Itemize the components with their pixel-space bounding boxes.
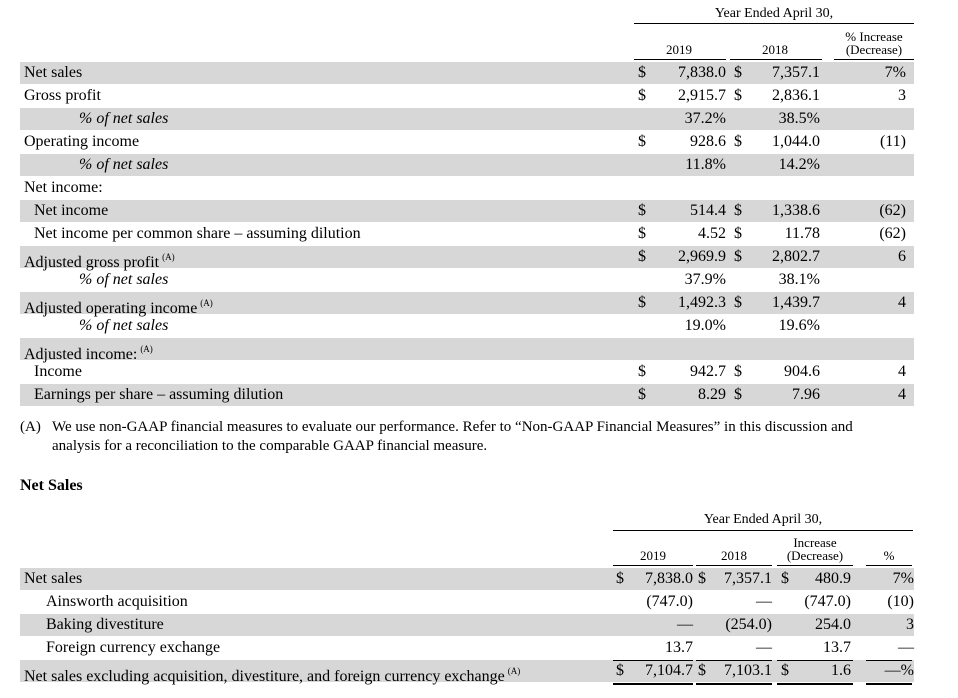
value-pct-change: 6 [898,248,906,265]
table-row [20,246,914,271]
value-pct-change: 3 [898,87,906,104]
table-row [20,62,914,84]
header-pct-line1: % Increase [845,29,903,44]
dollar-sign-2018: $ [734,294,742,311]
dollar-sign-2018: $ [698,570,706,587]
t2-header-inc-line1: Increase [793,535,837,550]
value-2019: 37.9% [684,271,726,288]
value-2019: 942.7 [690,363,726,380]
value-2018: — [756,593,772,610]
dollar-sign-2018: $ [698,662,706,679]
dollar-sign-2019: $ [638,363,646,380]
value-change: 1.6 [831,662,851,679]
table-row [20,568,914,590]
footnote-ref: (A) [162,252,175,262]
value-2018: 7,357.1 [724,570,772,587]
table-row [20,200,914,222]
value-2018: 38.1% [778,271,820,288]
dollar-sign-2018: $ [734,202,742,219]
value-pct: 3 [906,616,914,633]
row-label [24,660,520,688]
value-2019: 928.6 [690,133,726,150]
table-row [20,108,914,130]
header-2018: 2018 [762,42,788,57]
row-label [79,154,168,176]
row-label-text: Adjusted income: [24,346,138,363]
row-label [34,361,82,383]
row-label [79,315,168,337]
t2-total-rule-2018 [696,683,772,685]
value-pct-change: 4 [898,363,906,380]
value-2018: — [756,639,772,656]
value-2019: 19.0% [684,317,726,334]
value-2018: (254.0) [725,616,772,633]
value-2019: 7,838.0 [678,64,726,81]
row-label-text: Net sales [24,64,83,81]
t2-subtotal-rule-2019 [613,660,693,661]
value-2019: 4.52 [698,225,726,242]
row-label [24,177,103,199]
header-year-ended: Year Ended April 30, [714,6,834,21]
value-2018: 904.6 [784,363,820,380]
value-pct-change: 4 [898,294,906,311]
value-2019: 2,915.7 [678,87,726,104]
table-row [20,269,914,291]
dollar-sign-2019: $ [638,225,646,242]
footnote-ref: (A) [200,298,213,308]
header-2019: 2019 [666,42,692,57]
value-2019: 13.7 [665,639,693,656]
table-row [20,292,914,317]
header-pct-line2: (Decrease) [845,42,903,57]
value-pct-change: 7% [884,64,906,81]
table-row [20,591,914,613]
value-2018: 2,836.1 [772,87,820,104]
value-pct: 7% [892,570,914,587]
row-label-text: % of net sales [79,271,169,288]
value-pct-change: (62) [879,225,906,242]
table-row [20,315,914,337]
row-label [46,614,164,636]
t2-total-rule-2019 [613,683,693,685]
dollar-sign-2019: $ [638,386,646,403]
value-2018: 38.5% [778,110,820,127]
table-row [20,361,914,383]
table-row [20,660,914,685]
dollar-sign-2019: $ [638,64,646,81]
t2-header-year-ended: Year Ended April 30, [703,512,823,527]
t2-col-rule-2019 [613,565,693,566]
row-label [24,85,101,107]
dollar-sign-change: $ [781,570,789,587]
row-label [46,591,188,613]
dollar-sign-2018: $ [734,248,742,265]
row-label [46,637,220,659]
header-col-rule-2018 [730,59,822,60]
value-pct: —% [884,662,914,679]
dollar-sign-2019: $ [638,248,646,265]
dollar-sign-2018: $ [734,64,742,81]
value-change: (747.0) [804,593,851,610]
value-2019: 1,492.3 [678,294,726,311]
value-2018: 7,357.1 [772,64,820,81]
row-label-text: Earnings per share – assuming dilution [34,386,284,403]
dollar-sign-2018: $ [734,87,742,104]
value-2018: 7,103.1 [724,662,772,679]
value-2019: 514.4 [690,202,726,219]
value-2019: 7,838.0 [645,570,693,587]
row-label [34,384,283,406]
t2-subtotal-rule-pct [866,660,912,661]
table-row [20,223,914,245]
header-col-rule-2019 [634,59,726,60]
row-label-text: Operating income [24,133,140,150]
footnote-line1: We use non-GAAP financial measures to evaluate our performance. Refer to “Non-GAAP Financial Measures” in this discussion and [52,419,853,435]
row-label-text: % of net sales [79,156,169,173]
row-label-text: % of net sales [79,110,169,127]
dollar-sign-2018: $ [734,225,742,242]
value-2018: 11.78 [784,225,820,242]
value-change: 254.0 [815,616,851,633]
row-label [79,108,168,130]
dollar-sign-2019: $ [616,662,624,679]
table-row [20,131,914,153]
table-row [20,384,914,406]
row-label [24,568,82,590]
dollar-sign-2019: $ [638,87,646,104]
row-label-text: Net sales excluding acquisition, divestiture, and foreign currency exchange [24,668,505,685]
section-title: Net Sales [20,477,83,494]
value-pct: — [898,639,914,656]
row-label-text: Net income: [24,179,103,196]
row-label [34,200,108,222]
value-2019: 8.29 [698,386,726,403]
row-label-text: Income [34,363,82,380]
row-label-text: Net income [34,202,109,219]
value-2018: 14.2% [778,156,820,173]
row-label-text: Gross profit [24,87,101,104]
footnote-marker: (A) [20,419,41,435]
t2-col-rule-inc [777,565,853,566]
value-2019: 2,969.9 [678,248,726,265]
t2-header-2019: 2019 [640,548,666,563]
value-pct-change: (62) [879,202,906,219]
row-label-text: Foreign currency exchange [46,639,221,656]
t2-subtotal-rule-inc [777,660,853,661]
value-pct: (10) [887,593,914,610]
row-label [79,269,168,291]
table-row [20,177,914,199]
value-2019: 7,104.7 [645,662,693,679]
value-change: 13.7 [823,639,851,656]
row-label-text: Net sales [24,570,83,587]
t2-header-2018: 2018 [721,548,747,563]
header-rule [634,23,914,24]
row-label-text: % of net sales [79,317,169,334]
table-row [20,614,914,636]
table-row [20,637,914,659]
footnote-line2: analysis for a reconciliation to the comparable GAAP financial measure. [52,438,488,454]
t2-total-rule-inc [777,683,853,685]
row-label [34,223,361,245]
t2-header-rule [613,530,913,531]
row-label-text: Baking divestiture [46,616,164,633]
value-2019: 11.8% [685,156,726,173]
value-2018: 2,802.7 [772,248,820,265]
dollar-sign-change: $ [781,662,789,679]
value-2018: 1,338.6 [772,202,820,219]
value-2019: 37.2% [684,110,726,127]
value-pct-change: 4 [898,386,906,403]
value-2019: — [677,616,693,633]
t2-subtotal-rule-2018 [696,660,772,661]
t2-header-inc-line2: (Decrease) [786,548,844,563]
table-row [20,154,914,176]
row-label-text: Adjusted gross profit [24,254,160,271]
value-2018: 1,044.0 [772,133,820,150]
dollar-sign-2018: $ [734,386,742,403]
t2-header-pct: % [883,548,895,563]
header-col-rule-pct [834,59,914,60]
value-2019: (747.0) [646,593,693,610]
row-label-text: Adjusted operating income [24,300,198,317]
footnote-ref: (A) [140,344,153,354]
row-label [24,62,82,84]
dollar-sign-2019: $ [616,570,624,587]
value-2018: 19.6% [778,317,820,334]
value-2018: 7.96 [792,386,820,403]
row-label-text: Ainsworth acquisition [46,593,188,610]
table-row [20,338,914,363]
dollar-sign-2019: $ [638,294,646,311]
t2-col-rule-pct [866,565,912,566]
dollar-sign-2019: $ [638,133,646,150]
value-pct-change: (11) [879,133,906,150]
row-label-text: Net income per common share – assuming dilution [34,225,361,242]
t2-total-rule-pct [866,683,912,685]
value-change: 480.9 [815,570,851,587]
footnote-ref: (A) [507,666,521,676]
dollar-sign-2019: $ [638,202,646,219]
value-2018: 1,439.7 [772,294,820,311]
table-row [20,85,914,107]
t2-col-rule-2018 [696,565,772,566]
dollar-sign-2018: $ [734,363,742,380]
dollar-sign-2018: $ [734,133,742,150]
row-label [24,131,139,153]
